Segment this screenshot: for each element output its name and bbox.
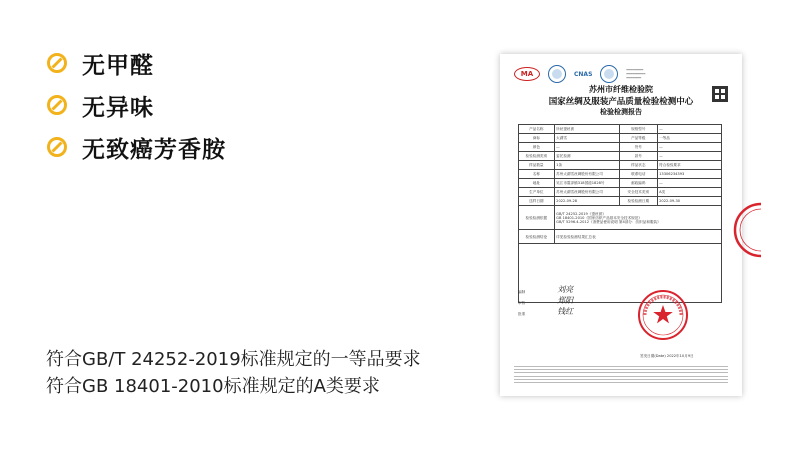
logo-fineprint: ━━━━━━━━ ━━━━━━━━━ ━━━━━━━ [626,68,646,80]
table-row: 检验检测类别 委托检测 款号 — [519,152,721,161]
feature-label: 无致癌芳香胺 [82,136,226,163]
certificate-report-title: 检验检测报告 [600,107,642,116]
certificate-logos [514,62,728,86]
certificate-center: 国家丝绸及服装产品质量检验检测中心 [548,97,694,107]
table-row: 名称 苏州太湖雪丝绸股份有限公司 联系电话 13306234393 [519,170,721,179]
feature-item [46,84,226,126]
feature-list [46,42,226,168]
prohibit-icon [46,52,68,74]
table-row: 地址 吴江市震泽镇318国道1828号 邮政编码 — [519,179,721,188]
standard-line: 符合GB 18401-2010标准规定的A类要求 [46,376,380,397]
table-row: 商标 太湖雪 产品等级 一等品 [519,134,721,143]
cma-logo: MA [514,67,540,81]
standards-text [46,346,421,400]
prohibit-icon [46,94,68,116]
standard-line: 符合GB/T 24252-2019标准规定的一等品要求 [46,349,421,370]
certificate-table [518,124,722,303]
feature-label: 无异味 [82,94,154,121]
table-row: 生产单位 苏州太湖雪丝绸股份有限公司 安全技术类别 A类 [519,188,721,197]
partial-seal-icon [731,200,761,260]
signature: 钱红 [557,307,574,316]
signature: 刘亮 [557,285,574,294]
feature-item [46,42,226,84]
feature-label: 无甲醛 [82,52,154,79]
table-row: 检验检测结论 详见检验检测结果汇总表 [519,230,721,244]
table-row: 颜色 — 货号 — [519,143,721,152]
official-seal-icon [636,288,690,342]
inspection-certificate [500,54,742,396]
ilac-logo-icon [548,65,566,83]
feature-item [46,126,226,168]
table-row: 检验检测依据 GB/T 24252-2019《蚕丝被》 GB 18401-2010《国家纺织产品基本安全技术规范》 GB/T 5296.4-2012《消费品使用说明 第4部分：纺织品和服装》 [519,206,721,230]
cnas-logo: CNAS [574,70,593,78]
footer-notes [514,366,728,385]
table-row: 样品数量 1条 样品状态 符合检验要求 [519,161,721,170]
issue-date: 签发日期(Date) 2022年10月9日 [640,354,694,358]
prohibit-icon [46,136,68,158]
accreditation-logo-icon [600,65,618,83]
table-row: 送样日期 2022-09-28 检验检测日期 2022-09-30 [519,197,721,206]
signature: 郑阳 [557,296,574,305]
certificate-institute: 苏州市纤维检验院 [589,84,653,94]
signature-block: 编制 刘亮 审核 郑阳 批准 钱红 [518,285,574,316]
table-row: 产品名称 所丝蚕丝被 规格型号 — [519,125,721,134]
